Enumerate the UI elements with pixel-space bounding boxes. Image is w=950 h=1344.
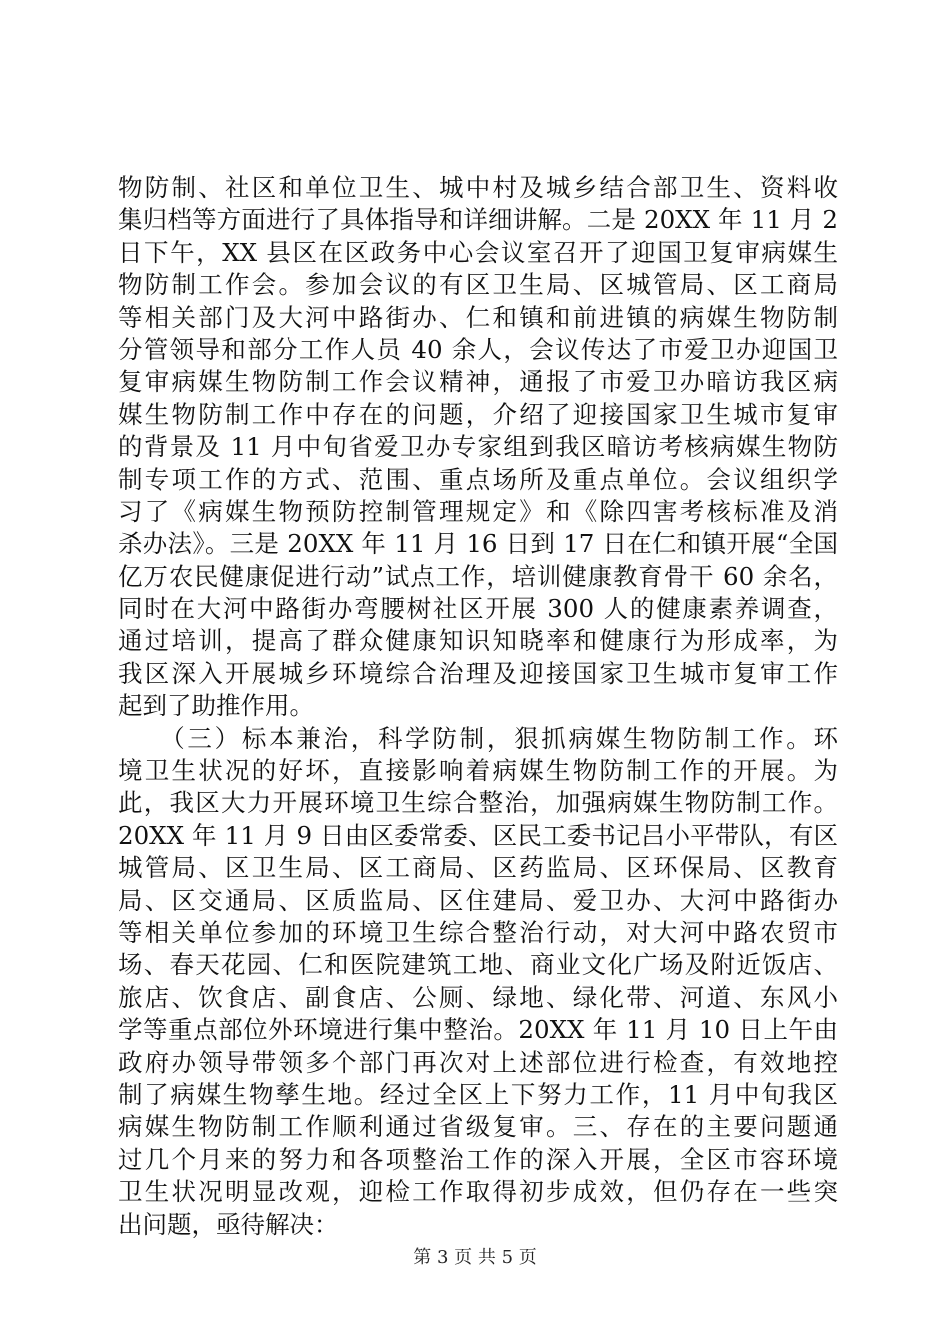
text-line: 等相关单位参加的环境卫生综合整治行动，对大河中路农贸市 bbox=[118, 917, 838, 947]
text-line: 同时在大河中路街办弯腰树社区开展 300 人的健康素养调查， bbox=[118, 594, 838, 624]
text-line: 起到了助推作用。 bbox=[118, 691, 314, 721]
text-line: 分管领导和部分工作人员 40 余人，会议传达了市爱卫办迎国卫 bbox=[118, 334, 838, 364]
page-number-footer: 第 3 页 共 5 页 bbox=[413, 1247, 537, 1268]
text-line: 20XX 年 11 月 9 日由区委常委、区民工委书记吕小平带队，有区 bbox=[118, 820, 838, 850]
document-body bbox=[118, 172, 838, 1241]
text-line: 政府办领导带领多个部门再次对上述部位进行检查，有效地控 bbox=[118, 1047, 838, 1077]
text-line: 卫生状况明显改观，迎检工作取得初步成效，但仍存在一些突 bbox=[118, 1177, 838, 1207]
text-line: 城管局、区卫生局、区工商局、区药监局、区环保局、区教育 bbox=[118, 853, 838, 883]
text-line: 习了《病媒生物预防控制管理规定》和《除四害考核标准及消 bbox=[118, 496, 838, 526]
text-line: 物防制工作会。参加会议的有区卫生局、区城管局、区工商局 bbox=[118, 270, 838, 300]
text-line: 亿万农民健康促进行动”试点工作，培训健康教育骨干 60 余名， bbox=[118, 561, 838, 591]
text-line: 物防制、社区和单位卫生、城中村及城乡结合部卫生、资料收 bbox=[118, 173, 838, 202]
text-line: 集归档等方面进行了具体指导和详细讲解。二是 20XX 年 11 月 2 bbox=[118, 205, 838, 235]
text-line: 媒生物防制工作中存在的问题，介绍了迎接国家卫生城市复审 bbox=[118, 399, 838, 429]
text-line: 等相关部门及大河中路街办、仁和镇和前进镇的病媒生物防制 bbox=[118, 302, 838, 332]
text-line: 境卫生状况的好坏，直接影响着病媒生物防制工作的开展。为 bbox=[118, 756, 838, 786]
text-line: 我区深入开展城乡环境综合治理及迎接国家卫生城市复审工作 bbox=[118, 658, 838, 688]
text-line: 通过培训，提高了群众健康知识知晓率和健康行为形成率，为 bbox=[118, 626, 838, 656]
text-line: （三）标本兼治，科学防制，狠抓病媒生物防制工作。环 bbox=[118, 723, 838, 753]
text-line: 制专项工作的方式、范围、重点场所及重点单位。会议组织学 bbox=[118, 464, 838, 494]
text-line: 过几个月来的努力和各项整治工作的深入开展，全区市容环境 bbox=[118, 1144, 838, 1174]
text-line: 制了病媒生物孳生地。经过全区上下努力工作，11 月中旬我区 bbox=[118, 1079, 838, 1109]
text-line: 日下午，XX 县区在区政务中心会议室召开了迎国卫复审病媒生 bbox=[118, 237, 838, 267]
text-line: 场、春天花园、仁和医院建筑工地、商业文化广场及附近饭店、 bbox=[118, 950, 838, 980]
text-line: 学等重点部位外环境进行集中整治。20XX 年 11 月 10 日上午由 bbox=[118, 1015, 838, 1045]
text-line: 局、区交通局、区质监局、区住建局、爱卫办、大河中路街办 bbox=[118, 885, 838, 915]
text-line: 病媒生物防制工作顺利通过省级复审。三、存在的主要问题通 bbox=[118, 1112, 838, 1142]
text-line: 此，我区大力开展环境卫生综合整治，加强病媒生物防制工作。 bbox=[118, 788, 838, 818]
text-line: 旅店、饮食店、副食店、公厕、绿地、绿化带、河道、东风小 bbox=[118, 982, 838, 1012]
text-line: 复审病媒生物防制工作会议精神，通报了市爱卫办暗访我区病 bbox=[118, 367, 838, 397]
text-line: 杀办法》。三是 20XX 年 11 月 16 日到 17 日在仁和镇开展“全国 bbox=[118, 529, 838, 559]
text-line: 的背景及 11 月中旬省爱卫办专家组到我区暗访考核病媒生物防 bbox=[118, 432, 838, 462]
text-line: 出问题，亟待解决： bbox=[118, 1209, 339, 1239]
